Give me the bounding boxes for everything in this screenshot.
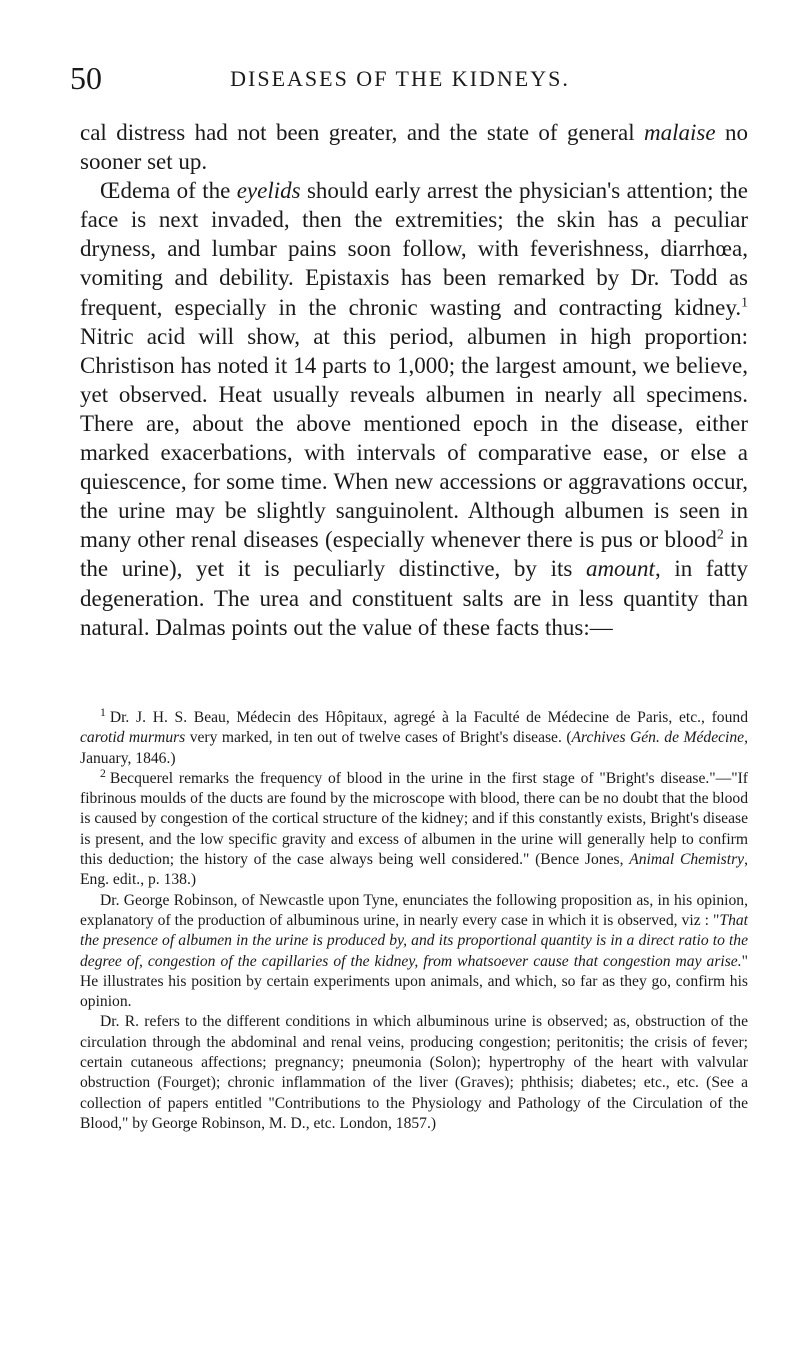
footnote-ref-2[interactable]: 2 bbox=[716, 526, 724, 542]
text-run: , Eng. edit., p. 138.) bbox=[80, 851, 748, 889]
italic-run: amount bbox=[585, 556, 655, 582]
italic-run: carotid murmurs bbox=[80, 729, 186, 747]
running-head: DISEASES OF THE KIDNEYS. bbox=[230, 66, 570, 91]
italic-run: malaise bbox=[644, 120, 716, 145]
footnote-3 bbox=[80, 891, 748, 1013]
main-text bbox=[80, 118, 748, 642]
text-run: , January, 1846.) bbox=[80, 729, 748, 767]
paragraph-1 bbox=[80, 118, 748, 176]
text-run: Dr. George Robinson, of Newcastle upon Tyne, enunciates the following proposition as, in his opinion, explanatory of the production of albuminous urine, in nearly every case in which it is observed, viz : " bbox=[80, 891, 748, 929]
text-run: very marked, in ten out of twelve cases of Bright's disease. ( bbox=[185, 729, 572, 747]
footnote-1 bbox=[80, 705, 748, 769]
italic-run: That the presence of albumen in the urine is produced by, and its proportional quantity is in a direct ratio to the degree of, congestion of the capillaries of the kidney, from whatsoever cause that congestion may arise. bbox=[80, 911, 748, 970]
text-run: in the urine), yet it is peculiarly distinctive, by its bbox=[80, 527, 748, 582]
page-number: 50 bbox=[70, 60, 102, 96]
text-run: , in fatty degeneration. The urea and constituent salts are in less quantity than natural. Dalmas points out the value of these facts thus:— bbox=[80, 556, 748, 640]
text-run: Œdema of the bbox=[100, 178, 237, 204]
italic-run: Animal Chemistry bbox=[629, 851, 745, 869]
page-header bbox=[70, 60, 730, 100]
footnote-2 bbox=[80, 766, 748, 891]
paragraph-2 bbox=[80, 176, 748, 642]
italic-run: Archives Gén. de Médecine bbox=[571, 729, 745, 747]
footnote-mark: 2 bbox=[100, 766, 106, 780]
italic-run: eyelids bbox=[236, 178, 301, 204]
text-run: Becquerel remarks the frequency of blood in the urine in the first stage of "Bright's disease."—"If fibrinous moulds of the ducts are found by the microscope with blood, there can be no doubt that the blood is caused by congestion of the cortical structure of the kidney; and if this constantly exists, Bright's disease is present, and the low specific gravity and excess of albumen in the urine will generally help to confirm this deduction; the history of the case always being well considered." (Bence Jones, bbox=[80, 769, 748, 869]
footnotes bbox=[80, 705, 748, 1134]
text-run: Dr. J. H. S. Beau, Médecin des Hôpitaux, agregé à la Faculté de Médecine de Paris, etc., found bbox=[109, 709, 748, 726]
text-run: Dr. R. refers to the different conditions in which albuminous urine is observed; as, obstruction of the circulation through the abdominal and renal veins, producing congestion; peritonitis; the crisis of fever; certain cutaneous affections; pregnancy; pneumonia (Solon); hypertrophy of the heart with valvular obstruction (Fourget); chronic inflammation of the liver (Graves); phthisis; diabetes; etc., etc. (See a collection of papers entitled "Contributions to the Physiology and Pathology of the Circulation of the Blood," by George Robinson, M. D., etc. London, 1857.) bbox=[80, 1013, 748, 1132]
text-run: " He illustrates his position by certain experiments upon animals, and which, so far as they go, confirm his opinion. bbox=[80, 952, 748, 1011]
text-run: Nitric acid will show, at this period, albumen in high proportion: Christison has noted it 14 parts to 1,000; the largest amount, we believe, yet observed. Heat usually reveals albumen in nearly all specimens. There are, about the above mentioned epoch in the disease, either marked exacerbations, with intervals of comparative ease, or else a quiescence, for some time. When new accessions or aggravations occur, the urine may be slightly sanguinolent. Although albumen is seen in many other renal diseases (especially whenever there is pus or blood bbox=[80, 323, 748, 553]
text-run: no sooner set up. bbox=[80, 120, 748, 175]
footnote-ref-1[interactable]: 1 bbox=[741, 293, 748, 309]
text-run: cal distress had not been greater, and the state of general bbox=[80, 120, 645, 145]
footnote-mark: 1 bbox=[100, 705, 106, 719]
footnote-4 bbox=[80, 1012, 748, 1134]
text-run: should early arrest the physician's attention; the face is next invaded, then the extremities; the skin has a peculiar dryness, and lumbar pains soon follow, with feverishness, diarrhœa, vomiting and debility. Epistaxis has been remarked by Dr. Todd as frequent, especially in the chronic wasting and contracting kidney. bbox=[80, 178, 748, 320]
